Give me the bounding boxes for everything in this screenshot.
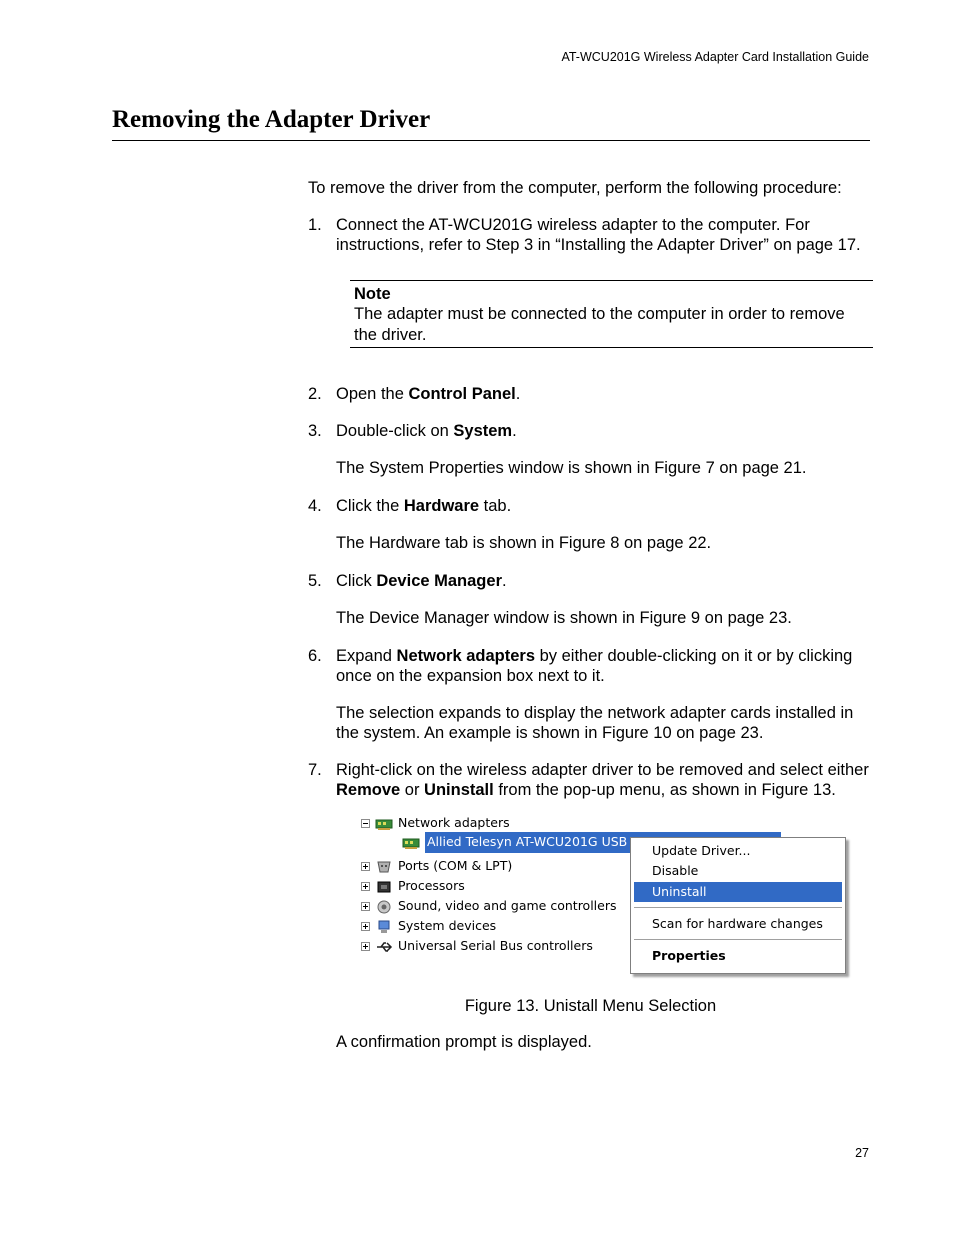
step-number: 5. — [308, 571, 322, 590]
intro-text: To remove the driver from the computer, perform the following procedure: — [308, 179, 842, 197]
step-text: from the pop-up menu, as shown in Figure 13. — [493, 781, 836, 799]
running-header: AT-WCU201G Wireless Adapter Card Installation Guide — [561, 50, 869, 64]
step-text: . — [502, 571, 507, 590]
tree-item-ports[interactable] — [361, 858, 512, 876]
menu-item-properties[interactable]: Properties — [652, 947, 726, 963]
menu-item-update-driver[interactable]: Update Driver... — [652, 842, 751, 858]
menu-separator — [634, 939, 842, 940]
page-number: 27 — [855, 1146, 869, 1160]
selected-adapter-label: Allied Telesyn AT-WCU201G USB — [425, 832, 781, 853]
tree-item-usb[interactable] — [361, 938, 593, 956]
tree-label: Sound, video and game controllers — [398, 898, 617, 914]
tree-label: Processors — [398, 878, 465, 894]
step-3-result: The System Properties window is shown in Figure 7 on page 21. — [336, 459, 807, 477]
expand-box-icon[interactable] — [361, 942, 370, 951]
ui-term: Uninstall — [424, 781, 494, 799]
step-number: 6. — [308, 646, 322, 665]
expand-box-icon[interactable] — [361, 922, 370, 931]
tree-label: Network adapters — [398, 815, 510, 831]
step-6 — [308, 646, 873, 687]
ui-term: Network adapters — [396, 646, 536, 665]
ui-term: Device Manager — [376, 571, 502, 590]
ui-term: Hardware — [403, 496, 480, 515]
body-content — [308, 178, 873, 1053]
expand-box-icon[interactable] — [361, 902, 370, 911]
ui-term: System — [453, 421, 513, 440]
step-number: 7. — [308, 760, 322, 779]
step-6-result: The selection expands to display the network adapter cards installed in the system. An example is shown in Figure 10 on page 23. — [336, 703, 854, 742]
step-number: 2. — [308, 385, 322, 403]
note-box — [350, 280, 873, 349]
step-1 — [308, 215, 873, 256]
processor-icon — [375, 880, 393, 894]
note-label: Note — [354, 284, 391, 303]
step-text: or — [400, 781, 425, 799]
step-text: Open the — [336, 385, 409, 403]
context-menu — [630, 837, 846, 974]
menu-separator — [634, 907, 842, 908]
tree-label: Ports (COM & LPT) — [398, 858, 513, 874]
expand-box-icon[interactable] — [361, 862, 370, 871]
ui-term: Remove — [336, 781, 401, 799]
expand-box-icon[interactable] — [361, 882, 370, 891]
step-7 — [308, 760, 873, 801]
step-4-result: The Hardware tab is shown in Figure 8 on page 22. — [336, 534, 712, 552]
step-text: Right-click on the wireless adapter driver to be removed and select either — [336, 760, 869, 779]
step-text: . — [515, 385, 521, 403]
collapse-box-icon[interactable] — [361, 819, 370, 828]
step-5-result: The Device Manager window is shown in Figure 9 on page 23. — [336, 609, 792, 627]
step-3 — [308, 421, 873, 442]
step-text: by either double-clicking on it or by clicking once on the expansion box next to it. — [336, 646, 853, 685]
step-text: tab. — [479, 496, 512, 515]
network-adapter-icon — [402, 836, 420, 850]
menu-item-scan[interactable]: Scan for hardware changes — [652, 915, 823, 931]
device-manager-screenshot — [336, 815, 854, 980]
note-text: The adapter must be connected to the computer in order to remove the driver. — [354, 305, 845, 344]
network-adapter-icon — [375, 817, 393, 831]
tree-item-network-adapters[interactable] — [361, 815, 510, 833]
usb-icon — [375, 940, 393, 954]
tree-label: Universal Serial Bus controllers — [398, 938, 593, 954]
step-number: 3. — [308, 421, 322, 440]
ui-term: Control Panel — [408, 385, 516, 403]
tree-item-system-devices[interactable] — [361, 918, 496, 936]
tree-item-processors[interactable] — [361, 878, 465, 896]
title-rule — [112, 140, 870, 141]
step-5 — [308, 571, 873, 592]
step-text: Double-click on — [336, 421, 454, 440]
step-4 — [308, 496, 873, 517]
step-text: Connect the AT-WCU201G wireless adapter to the computer. For instructions, refer to Step 3 in “Installing the Adapter Driver” on page 17. — [336, 215, 861, 254]
tree-item-sound[interactable] — [361, 898, 617, 916]
system-device-icon — [375, 920, 393, 934]
after-figure-text: A confirmation prompt is displayed. — [336, 1033, 592, 1051]
menu-item-uninstall[interactable]: Uninstall — [634, 882, 842, 902]
section-title: Removing the Adapter Driver — [112, 106, 431, 133]
step-2 — [308, 384, 873, 405]
figure-caption: Figure 13. Unistall Menu Selection — [464, 996, 717, 1015]
tree-label: System devices — [398, 918, 497, 934]
speaker-icon — [375, 900, 393, 914]
step-text: Expand — [336, 646, 397, 665]
port-icon — [375, 860, 393, 874]
step-number: 4. — [308, 496, 322, 515]
step-text: Click — [336, 571, 377, 590]
step-text: Click the — [336, 496, 404, 515]
step-text: . — [512, 421, 517, 440]
step-number: 1. — [308, 215, 322, 234]
menu-item-disable[interactable]: Disable — [652, 862, 699, 878]
